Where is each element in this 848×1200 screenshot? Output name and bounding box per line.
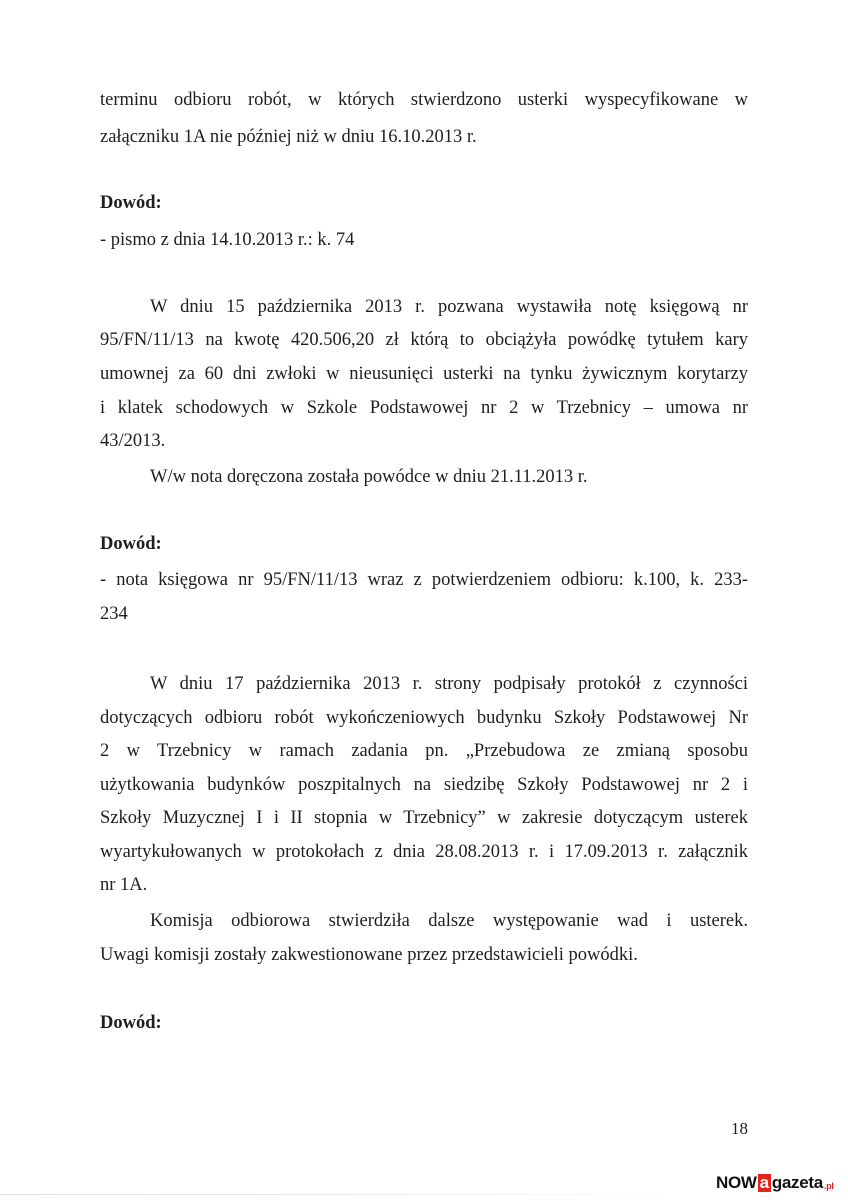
evidence-heading: Dowód:	[100, 193, 162, 213]
evidence-heading: Dowód:	[100, 1013, 162, 1033]
paragraph-line: i klatek schodowych w Szkole Podstawowej nr 2 w Trzebnicy – umowa nr	[100, 398, 748, 418]
paragraph-line: 95/FN/11/13 na kwotę 420.506,20 zł którą to obciążyła powódkę tytułem kary	[100, 330, 748, 350]
footer-divider	[0, 1194, 700, 1195]
logo-text-now: NOW	[716, 1173, 757, 1192]
paragraph-line: W dniu 15 października 2013 r. pozwana wystawiła notę księgową nr	[150, 297, 748, 317]
nowagazeta-logo	[716, 1170, 834, 1196]
paragraph-line: nr 1A.	[100, 875, 148, 895]
evidence-item: - pismo z dnia 14.10.2013 r.: k. 74	[100, 230, 355, 250]
evidence-heading: Dowód:	[100, 534, 162, 554]
evidence-item: - nota księgowa nr 95/FN/11/13 wraz z potwierdzeniem odbioru: k.100, k. 233-	[100, 570, 748, 590]
paragraph-line: W/w nota doręczona została powódce w dniu 21.11.2013 r.	[150, 467, 588, 487]
paragraph-line: użytkowania budynków poszpitalnych na siedzibę Szkoły Podstawowej nr 2 i	[100, 775, 748, 795]
paragraph-line: W dniu 17 października 2013 r. strony podpisały protokół z czynności	[150, 674, 748, 694]
page-number: 18	[731, 1119, 748, 1138]
paragraph-line: wyartykułowanych w protokołach z dnia 28.08.2013 r. i 17.09.2013 r. załącznik	[100, 842, 748, 862]
logo-text-a: a	[759, 1173, 769, 1192]
paragraph-line: Szkoły Muzycznej I i II stopnia w Trzebnicy” w zakresie dotyczącym usterek	[100, 808, 748, 828]
paragraph-line: 43/2013.	[100, 431, 166, 451]
paragraph-line: Uwagi komisji zostały zakwestionowane przez przedstawicieli powódki.	[100, 945, 638, 965]
paragraph-line: 2 w Trzebnicy w ramach zadania pn. „Przebudowa ze zmianą sposobu	[100, 741, 748, 761]
logo-text-pl: .pl	[823, 1181, 834, 1191]
paragraph-line: załączniku 1A nie później niż w dniu 16.10.2013 r.	[100, 127, 477, 147]
logo-text-gazeta: gazeta	[771, 1173, 823, 1192]
paragraph-line: Komisja odbiorowa stwierdziła dalsze występowanie wad i usterek.	[150, 911, 748, 931]
paragraph-line: terminu odbioru robót, w których stwierdzono usterki wyspecyfikowane w	[100, 90, 748, 110]
evidence-item: 234	[100, 604, 128, 624]
paragraph-line: umownej za 60 dni zwłoki w nieusunięci usterki na tynku żywicznym korytarzy	[100, 364, 748, 384]
paragraph-line: dotyczących odbioru robót wykończeniowych budynku Szkoły Podstawowej Nr	[100, 708, 748, 728]
